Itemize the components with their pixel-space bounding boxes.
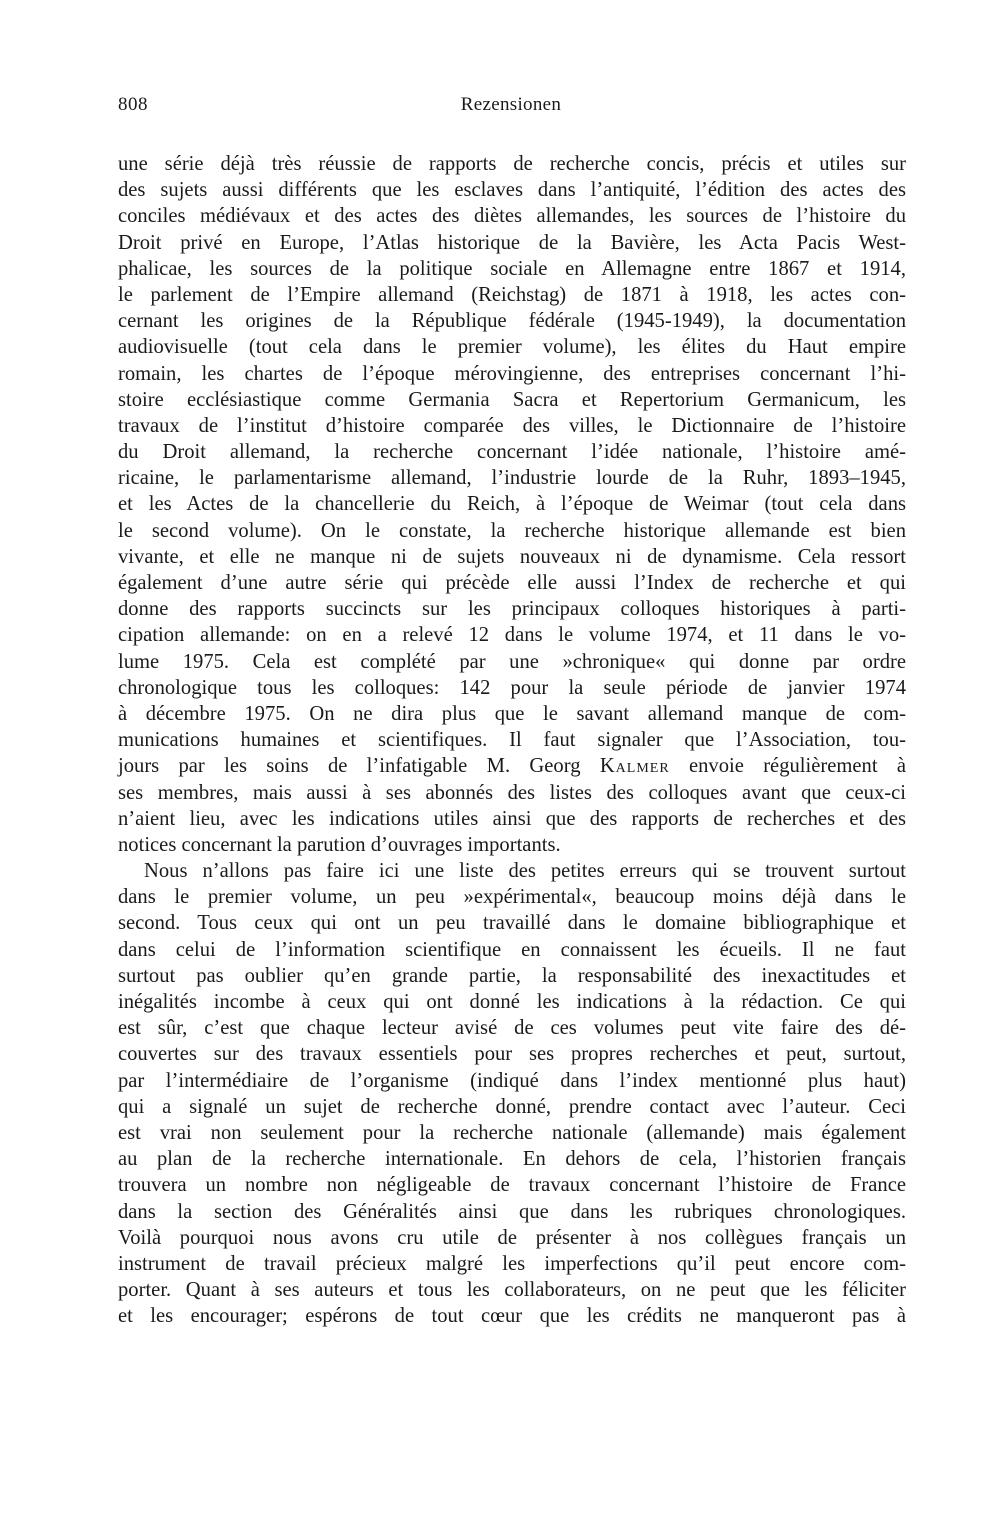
text-line: phalicae, les sources de la politique sociale en Allemagne entre 1867 et 1914, (118, 257, 906, 280)
text-line: chronologique tous les colloques: 142 pour la seule période de janvier 1974 (118, 676, 906, 699)
text-line: également d’une autre série qui précède elle aussi l’Index de recherche et qui (118, 572, 906, 594)
text-line: couvertes sur des travaux essentiels pour ses propres recherches et peut, surtout, (118, 1043, 906, 1066)
text-line: est sûr, c’est que chaque lecteur avisé de ces volumes peut vite faire des dé- (118, 1017, 906, 1040)
text-line: dans le premier volume, un peu »expérimental«, beaucoup moins déjà dans le (118, 886, 906, 909)
text-line: n’aient lieu, avec les indications utiles ainsi que des rapports de recherches et des (118, 807, 906, 830)
text-line: est vrai non seulement pour la recherche nationale (allemande) mais également (118, 1121, 906, 1144)
text-line (118, 753, 906, 779)
text-line: conciles médiévaux et des actes des diètes allemandes, les sources de l’histoire du (118, 205, 906, 228)
text-line: Droit privé en Europe, l’Atlas historique de la Bavière, les Acta Pacis West- (118, 231, 906, 254)
text-line: une série déjà très réussie de rapports de recherche concis, précis et utiles sur (118, 153, 906, 175)
text-line: travaux de l’institut d’histoire comparée des villes, le Dictionnaire de l’histoire (118, 414, 906, 437)
text-line: et les encourager; espérons de tout cœur que les crédits ne manqueront pas à (118, 1305, 906, 1328)
text-fragment: envoie régulièrement à (669, 755, 906, 778)
text-line: ricaine, le parlamentarisme allemand, l’industrie lourde de la Ruhr, 1893–1945, (118, 467, 906, 490)
page-header (118, 94, 904, 124)
text-line: stoire ecclésiastique comme Germania Sacra et Repertorium Germanicum, les (118, 388, 906, 411)
text-line: audiovisuelle (tout cela dans le premier volume), les élites du Haut empire (118, 336, 906, 359)
text-line: le parlement de l’Empire allemand (Reichstag) de 1871 à 1918, les actes con- (118, 283, 906, 306)
text-fragment: jours par les soins de l’infatigable M. Georg (118, 755, 600, 778)
text-line: vivante, et elle ne manque ni de sujets nouveaux ni de dynamisme. Cela ressort (118, 545, 906, 568)
text-line: inégalités incombe à ceux qui ont donné les indications à la rédaction. Ce qui (118, 991, 906, 1013)
paragraph (118, 858, 906, 1329)
text-line: cernant les origines de la République fédérale (1945-1949), la documentation (118, 310, 906, 333)
text-line: notices concernant la parution d’ouvrages importants. (118, 833, 561, 856)
text-line: cipation allemande: on en a relevé 12 dans le volume 1974, et 11 dans le vo- (118, 624, 906, 647)
text-line: second. Tous ceux qui ont un peu travaillé dans le domaine bibliographique et (118, 912, 906, 935)
text-line: dans la section des Généralités ainsi que dans les rubriques chronologiques. (118, 1200, 906, 1223)
text-line: ses membres, mais aussi à ses abonnés des listes des colloques avant que ceux-ci (118, 781, 906, 804)
running-head: Rezensionen (460, 94, 562, 115)
text-line: Nous n’allons pas faire ici une liste des petites erreurs qui se trouvent surtout (144, 860, 906, 883)
text-line: instrument de travail précieux malgré les imperfections qu’il peut encore com- (118, 1252, 906, 1275)
text-line: du Droit allemand, la recherche concernant l’idée nationale, l’histoire amé- (118, 441, 906, 464)
paragraph (118, 151, 906, 858)
body-text (118, 151, 906, 1329)
text-line: le second volume). On le constate, la recherche historique allemande est bien (118, 519, 906, 542)
text-line: lume 1975. Cela est complété par une »chronique« qui donne par ordre (118, 650, 906, 673)
text-line: surtout pas oublier qu’en grande partie, la responsabilité des inexactitudes et (118, 964, 906, 987)
text-line: porter. Quant à ses auteurs et tous les collaborateurs, on ne peut que les féliciter (118, 1279, 906, 1302)
text-line: munications humaines et scientifiques. Il faut signaler que l’Association, tou- (118, 729, 906, 752)
text-line: dans celui de l’information scientifique en connaissent les écueils. Il ne faut (118, 938, 906, 961)
text-line: qui a signalé un sujet de recherche donné, prendre contact avec l’auteur. Ceci (118, 1095, 906, 1118)
text-line: des sujets aussi différents que les esclaves dans l’antiquité, l’édition des actes des (118, 179, 906, 202)
text-line: trouvera un nombre non négligeable de travaux concernant l’histoire de France (118, 1174, 906, 1197)
text-line: romain, les chartes de l’époque mérovingienne, des entreprises concernant l’hi- (118, 362, 906, 385)
text-line: au plan de la recherche internationale. En dehors de cela, l’historien français (118, 1148, 906, 1171)
page-number: 808 (118, 94, 148, 115)
text-line: et les Actes de la chancellerie du Reich, à l’époque de Weimar (tout cela dans (118, 493, 906, 516)
text-line: donne des rapports succincts sur les principaux colloques historiques à parti- (118, 598, 906, 621)
text-line: par l’intermédiaire de l’organisme (indiqué dans l’index mentionné plus haut) (118, 1069, 906, 1092)
person-name: Kalmer (599, 755, 670, 778)
text-line: Voilà pourquoi nous avons cru utile de présenter à nos collègues français un (118, 1226, 906, 1249)
text-line: à décembre 1975. On ne dira plus que le savant allemand manque de com- (118, 702, 906, 725)
